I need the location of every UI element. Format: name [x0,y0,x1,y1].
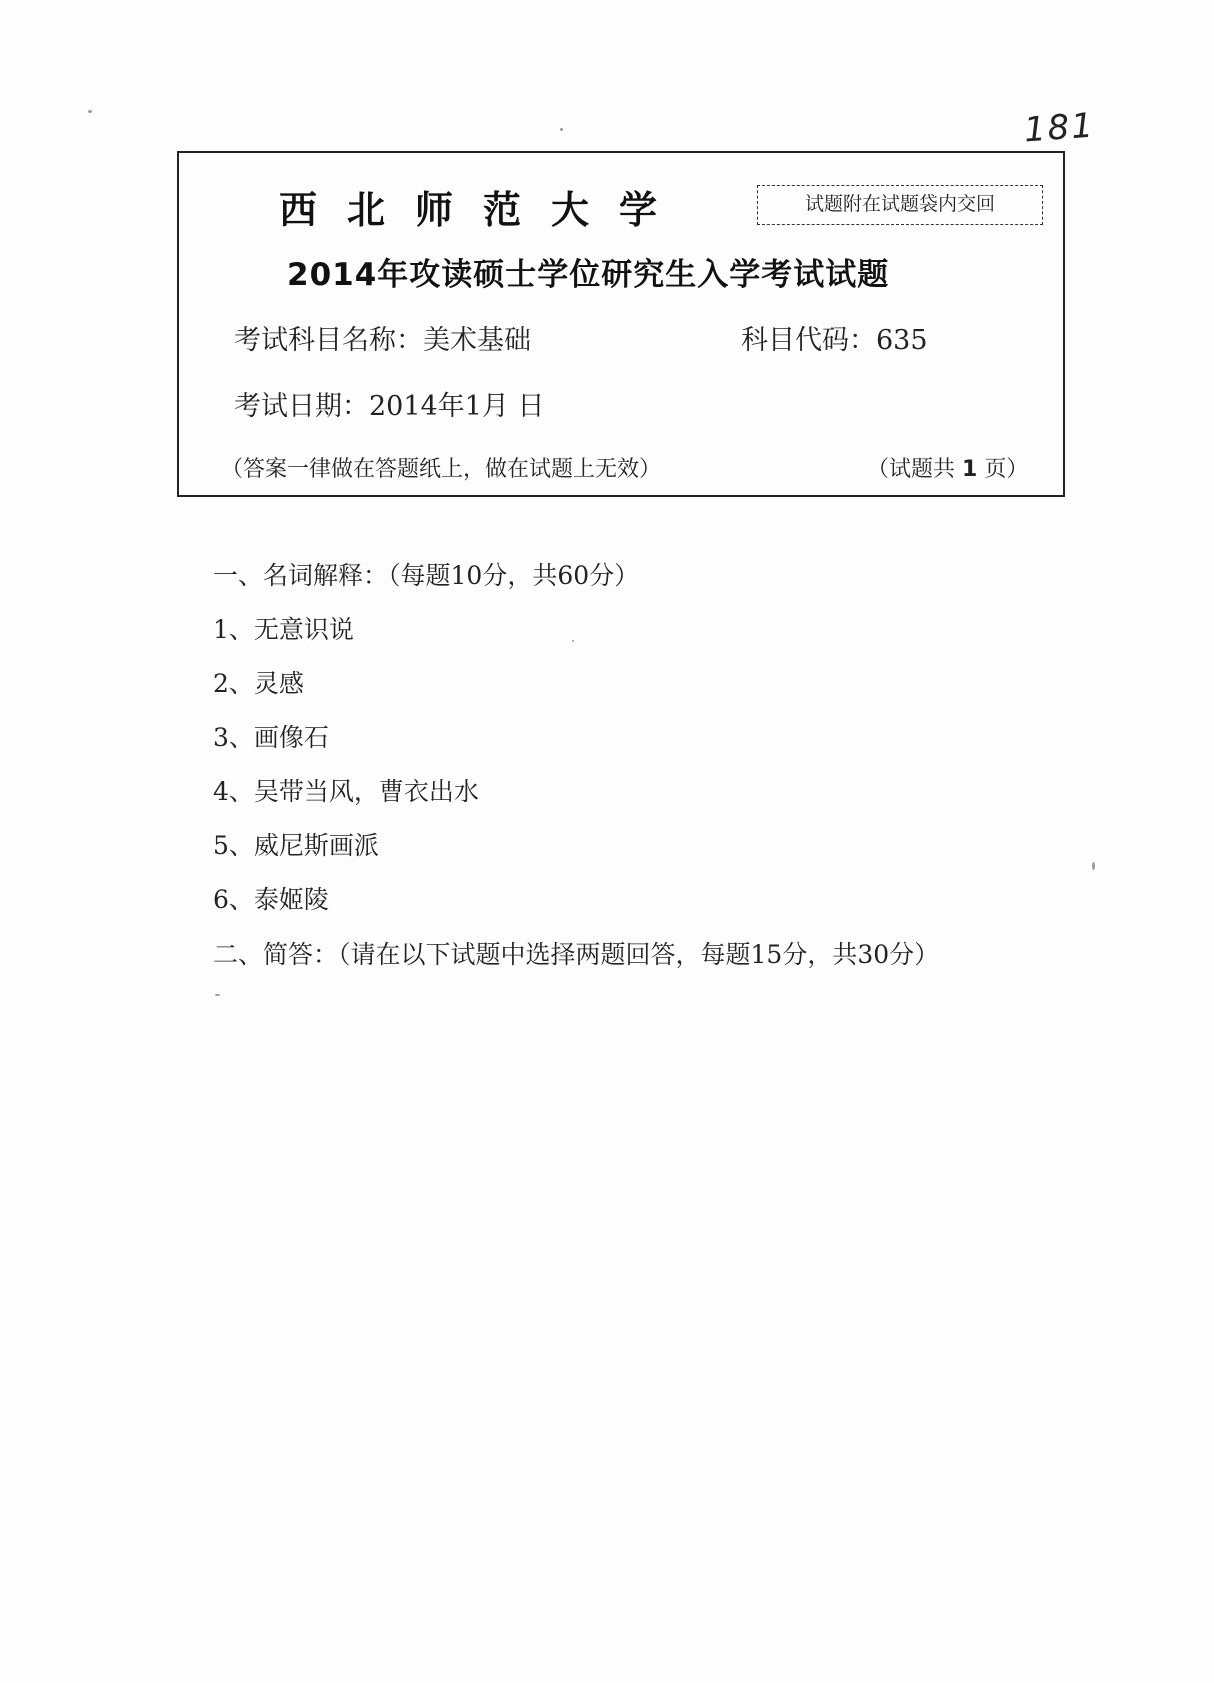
scan-speck [572,640,574,642]
question-item: 4、吴带当风，曹衣出水 [213,777,479,806]
scan-speck [560,128,563,131]
subject-name: 考试科目名称：美术基础 [234,325,531,356]
page-count [867,452,1028,483]
question-item: 3、画像石 [213,723,329,752]
question-item: 6、泰姬陵 [213,885,329,914]
university-name: 西北师范大学 [279,188,688,232]
question-item: 2、灵感 [213,669,304,698]
page-count-number: 1 [962,457,978,482]
question-item: 5、威尼斯画派 [213,831,379,860]
scan-speck [215,994,220,996]
question-item: 1、无意识说 [213,615,354,644]
subject-code: 科目代码：635 [741,325,928,356]
section-heading-terms: 一、名词解释：（每题10分，共60分） [213,561,640,590]
scan-speck [88,110,92,113]
return-with-envelope-stamp: 试题附在试题袋内交回 [757,185,1043,225]
handwritten-page-number: 181 [1022,105,1097,151]
scan-speck [1092,862,1095,870]
page-count-suffix: 页） [984,457,1029,482]
exam-title: 2014年攻读硕士学位研究生入学考试试题 [287,257,890,293]
page-count-prefix: （试题共 [867,457,956,482]
exam-header-box [177,151,1065,497]
exam-date: 考试日期：2014年1月 日 [234,391,545,422]
section-heading-short-answer: 二、简答：（请在以下试题中选择两题回答，每题15分，共30分） [213,940,940,969]
answer-notice: （答案一律做在答题纸上，做在试题上无效） [221,457,662,482]
